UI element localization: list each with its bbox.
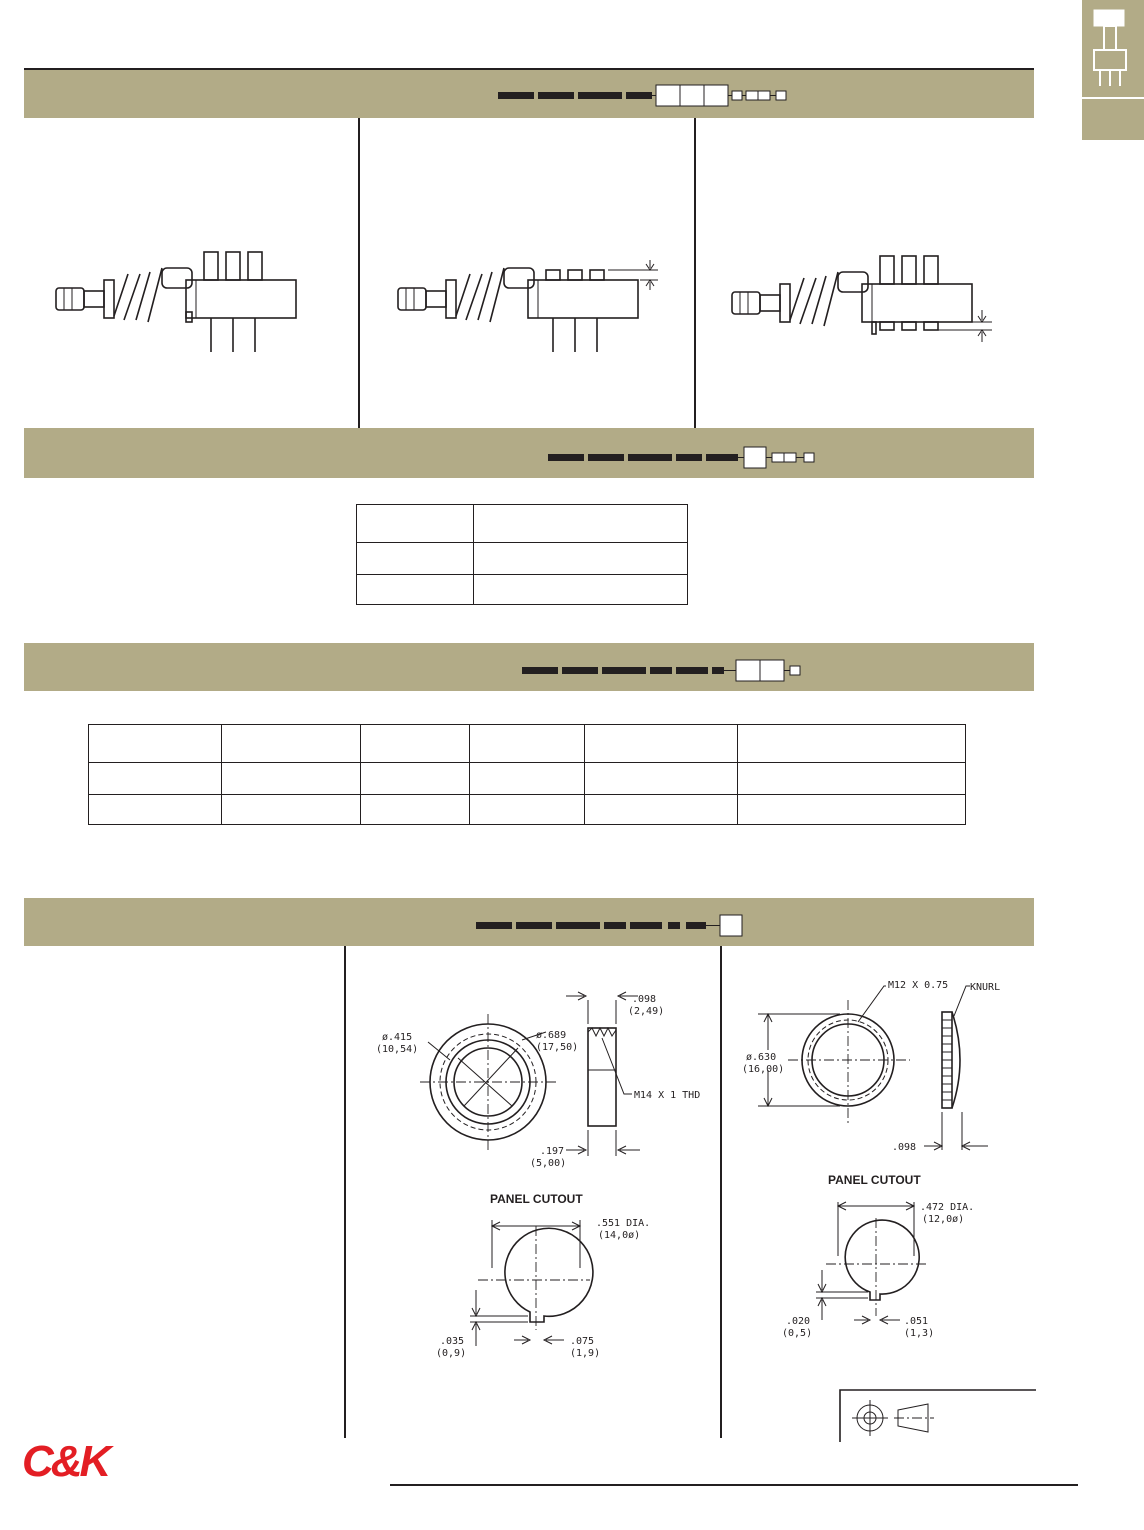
section-band-options (24, 643, 1034, 691)
section-band-hardware (24, 898, 1034, 946)
key-depth-mm-label: (0,5) (782, 1328, 813, 1339)
column-divider (694, 118, 696, 428)
inner-diameter-mm-label: (10,54) (376, 1044, 419, 1055)
table-cell (474, 543, 688, 575)
key-depth-label: .020 (786, 1316, 811, 1327)
key-width-mm-label: (1,9) (570, 1348, 601, 1359)
table-cell (357, 543, 474, 575)
cutout-diameter-mm-label: (12,0ø) (922, 1214, 965, 1225)
logo-text: C&K (22, 1437, 109, 1486)
switch-side-view-3 (728, 250, 998, 360)
key-depth-mm-label: (0,9) (436, 1348, 467, 1359)
switch-side-view-1 (50, 250, 310, 360)
thickness-label: .098 (632, 994, 657, 1005)
table-cell (738, 725, 966, 763)
table-cell (585, 795, 738, 825)
inner-diameter-label: ø.415 (382, 1032, 413, 1043)
table-cell (361, 763, 470, 795)
footer-rule (390, 1484, 1078, 1486)
contact-material-table (356, 504, 688, 605)
depth-mm-label: (5,00) (530, 1158, 567, 1169)
nut-drawing-b (740, 974, 1040, 1164)
part-number-code-diagram (498, 88, 798, 112)
outer-diameter-mm-label: (17,50) (536, 1042, 579, 1053)
table-cell (470, 763, 585, 795)
options-table (88, 724, 966, 825)
nut-diameter-mm-label: (16,00) (742, 1064, 785, 1075)
section-tab (1082, 0, 1144, 140)
pushbutton-switch-icon (1082, 0, 1144, 140)
key-width-mm-label: (1,3) (904, 1328, 935, 1339)
table-cell (585, 763, 738, 795)
table-cell (474, 575, 688, 605)
table-cell (585, 725, 738, 763)
panel-cutout-b (776, 1170, 1036, 1340)
table-cell (357, 505, 474, 543)
key-width-label: .075 (570, 1336, 595, 1347)
table-cell (222, 795, 361, 825)
section-band-contact-material (24, 428, 1034, 478)
thread-label: M14 X 1 THD (634, 1090, 701, 1101)
table-cell (361, 725, 470, 763)
table-cell (738, 763, 966, 795)
column-divider (720, 946, 722, 1438)
table-cell (222, 725, 361, 763)
bezel-drawing-a (370, 990, 720, 1170)
key-depth-label: .035 (440, 1336, 465, 1347)
table-cell (361, 795, 470, 825)
knurl-label: KNURL (970, 982, 1001, 993)
panel-cutout-a (430, 1190, 690, 1370)
table-cell (738, 795, 966, 825)
projection-symbol-box (838, 1388, 1038, 1442)
column-divider (358, 118, 360, 428)
nut-diameter-label: ø.630 (746, 1052, 777, 1063)
part-number-code-diagram (476, 918, 776, 942)
table-cell (89, 725, 222, 763)
table-cell (89, 795, 222, 825)
nut-thread-label: M12 X 0.75 (888, 980, 949, 991)
key-width-label: .051 (904, 1316, 929, 1327)
thickness-mm-label: (2,49) (628, 1006, 665, 1017)
depth-label: .197 (540, 1146, 565, 1157)
section-band-terminations (24, 70, 1034, 118)
table-cell (470, 795, 585, 825)
table-cell (470, 725, 585, 763)
cutout-diameter-label: .472 DIA. (920, 1202, 975, 1213)
switch-side-view-2 (396, 260, 676, 360)
cutout-diameter-mm-label: (14,0ø) (598, 1230, 641, 1241)
table-cell (222, 763, 361, 795)
panel-cutout-title: PANEL CUTOUT (828, 1173, 921, 1187)
company-logo (22, 1436, 122, 1488)
part-number-code-diagram (522, 663, 822, 687)
cutout-diameter-label: .551 DIA. (596, 1218, 651, 1229)
part-number-code-diagram (548, 450, 848, 474)
panel-cutout-title: PANEL CUTOUT (490, 1192, 583, 1206)
table-cell (357, 575, 474, 605)
outer-diameter-label: ø.689 (536, 1030, 567, 1041)
table-cell (474, 505, 688, 543)
nut-thickness-label: .098 (892, 1142, 917, 1153)
table-cell (89, 763, 222, 795)
column-divider (344, 946, 346, 1438)
